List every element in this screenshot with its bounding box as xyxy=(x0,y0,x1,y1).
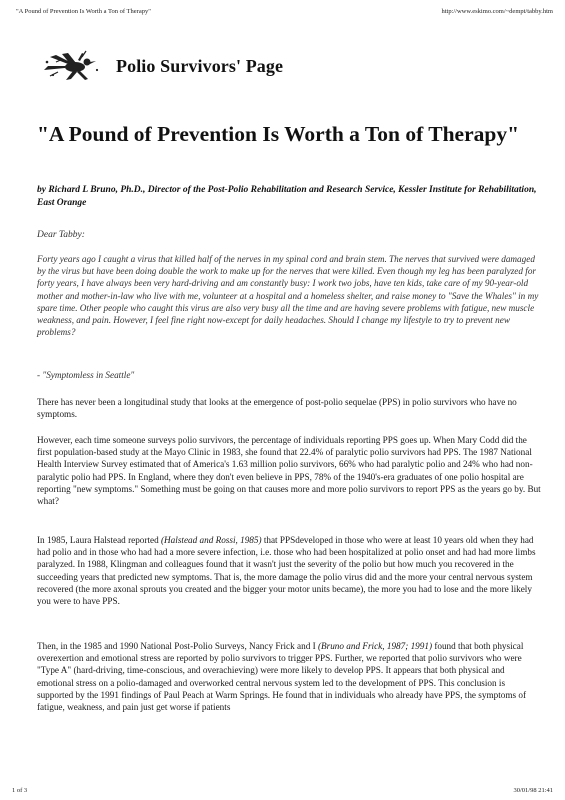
article-byline: by Richard L Bruno, Ph.D., Director of the Post-Polio Rehabilitation and Research Service, Kessler Institute for Rehabilitation, East Orange xyxy=(37,185,537,208)
body-paragraph-3-text-a: In 1985, Laura Halstead reported xyxy=(37,535,161,545)
body-paragraph-4-text-b: found that both physical overexertion and emotional stress are reported by polio survivors to trigger PPS. Further, we reported that polio survivors who were "Type A" (hard-driving, time-conscious, and overachieving) were more likely to develop PPS. It appears that both physical and emotional stress on a polio-damaged and overworked central nervous system led to the development of PPS. This conclusion is supported by the 1991 findings of Paul Peach at Warm Springs. He found that in individuals who already have PPS, the symptoms of fatigue, weakness, and pain just get worse if patients xyxy=(37,641,527,713)
bird-logo-icon xyxy=(38,48,110,84)
letter-signature: - "Symptomless in Seattle" xyxy=(37,370,135,380)
body-paragraph-4 xyxy=(37,640,542,713)
body-paragraph-3-text-b: that PPSdeveloped in those who were at least 10 years old when they had had polio and in those who had had a more severe infection, i.e. those who had been hospitalized at polio onset and had had more limbs paralyzed. In 1988, Klingman and colleagues found that it wasn't just the severity of the polio but how much you recovered in the succeeding years that predicted new symptoms. That is, the more damage the polio virus did and the more your central nervous system recovered (the more axonal sprouts you created and the bigger your motor units became), the more you had to lose and the more likely you were to have PPS. xyxy=(37,535,536,607)
print-footer xyxy=(12,787,553,794)
article-title: "A Pound of Prevention Is Worth a Ton of Therapy" xyxy=(37,122,520,146)
masthead xyxy=(38,48,283,84)
print-header-url: http://www.eskimo.com/~dempt/tabby.htm xyxy=(441,8,553,15)
citation-halstead-rossi: (Halstead and Rossi, 1985) xyxy=(160,535,262,545)
site-title: Polio Survivors' Page xyxy=(116,55,284,76)
body-paragraph-4-text-a: Then, in the 1985 and 1990 National Post-Polio Surveys, Nancy Frick and I xyxy=(37,641,318,651)
letter-body: Forty years ago I caught a virus that killed half of the nerves in my spinal cord and brain stem. The nerves that survived were damaged by the virus but have been doing double the work to make up for the nerves that were killed. Even though my leg has been paralyzed for forty years, I have always been very hard-driving and am constantly busy: I work two jobs, have ten kids, take care of my 90-year-old mother and mother-in-law who live with me, volunteer at a hospital and a homeless shelter, and raise money to "Save the Whales" in my spare time. Other people who caught this virus are also very busy all the time and are having severe problems with fatigue, new muscle weakness, and pain. However, I feel fine right now-except for daily headaches. Should I change my lifestyle to try to prevent new problems? xyxy=(37,254,539,338)
body-paragraph-3 xyxy=(37,534,542,607)
body-paragraph-2: However, each time someone surveys polio survivors, the percentage of individuals reporting PPS goes up. When Mary Codd did the first population-based study at the Mayo Clinic in 1983, she found that 22.4% of paralytic polio survivors had PPS. The 1987 National Health Interview Survey estimated that of America's 1.63 million polio survivors, 66% who had paralytic polio and 24% who had non-paralytic polio had PPS. In England, where they don't even believe in PPS, 78% of the 1940's-era graduates of one polio hospital are reporting "new symptoms." Something must be going on that causes more and more polio survivors to report PPS as the years go by. But what? xyxy=(37,435,541,507)
body-paragraph-1: There has never been a longitudinal study that looks at the emergence of post-polio sequelae (PPS) in polio survivors who have no symptoms. xyxy=(37,397,517,420)
letter-salutation: Dear Tabby: xyxy=(37,230,85,240)
citation-bruno-frick: (Bruno and Frick, 1987; 1991) xyxy=(317,641,433,651)
page-number: 1 of 3 xyxy=(12,787,28,794)
print-timestamp: 30/01/98 21:41 xyxy=(513,787,553,794)
print-header-title: "A Pound of Prevention Is Worth a Ton of Therapy" xyxy=(16,8,151,15)
